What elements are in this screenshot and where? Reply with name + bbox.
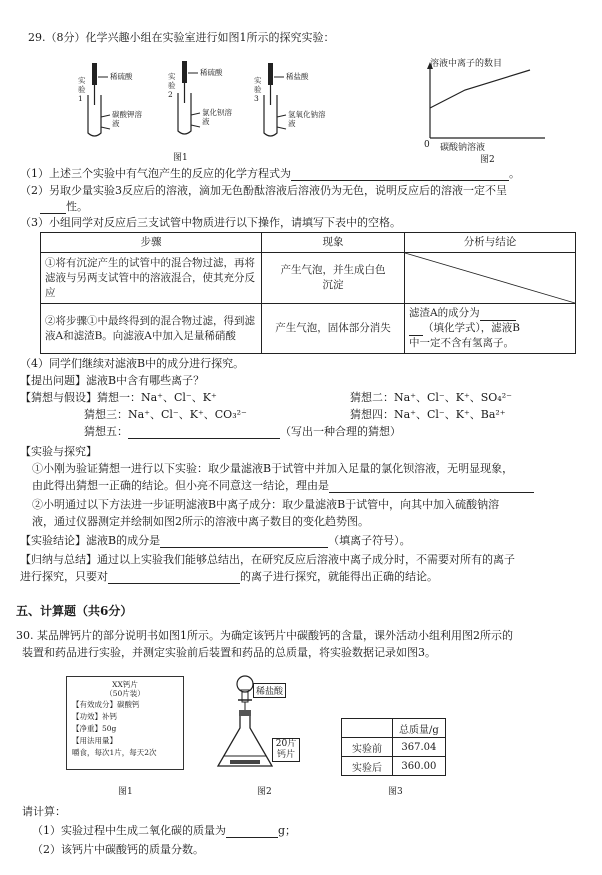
answer-blank-2[interactable] [40, 213, 66, 214]
q29-sub2-line1: （2）另取少量实验3反应后的溶液，滴加无色酚酞溶液后溶液仍为无色，说明反应后的溶液一定不呈 [20, 184, 507, 197]
tablet-function: 【功效】补钙 [72, 712, 117, 721]
exp3-solution-label: 氢氧化钠溶液 [288, 110, 326, 128]
experiment1-apparatus [88, 63, 110, 136]
answer-blank-4[interactable] [128, 438, 280, 439]
exp1-line2: 由此得出猜想一正确的结论。但小亮不同意这一结论，理由是 [32, 478, 534, 493]
experiment3-apparatus [264, 63, 286, 136]
q30-ask: 请计算： [22, 805, 66, 818]
mass-table-corner [342, 719, 393, 738]
exp2-solution-label: 氯化钡溶液 [202, 108, 232, 126]
q30-sub2: （2）该钙片中碳酸钙的质量分数。 [32, 843, 204, 856]
row2-conclusion: 滤渣A的成分为 （填化学式），滤液B 中一定不含有氢离子。 [405, 304, 576, 354]
exp-conclusion: 【实验结论】滤液B的成分是 （填离子符号）。 [20, 534, 411, 547]
ion-trend-line [430, 70, 530, 108]
before-label: 实验前 [342, 738, 393, 757]
hypothesis-row1: 【猜想与假设】猜想一：Na⁺、Cl⁻、K⁺ [20, 391, 217, 404]
q30-fig3-caption: 图3 [388, 787, 403, 797]
fig2-ylabel: 溶液中离子的数目 [430, 59, 503, 69]
q29-sub1: （1）上述三个实验中有气泡产生的反应的化学方程式为 。 [20, 167, 520, 180]
table-header-conclusion: 分析与结论 [405, 233, 576, 253]
mass-table-header: 总质量/g [393, 719, 446, 738]
guess-1: 猜想一：Na⁺、Cl⁻、K⁺ [97, 391, 217, 404]
q30-fig2-caption: 图2 [257, 787, 272, 797]
exp2-line1: ②小明通过以下方法进一步证明滤液B中离子成分：取少量滤液B于试管中，向其中加入硫酸钠溶 [32, 498, 500, 511]
answer-blank-3b[interactable] [409, 335, 423, 336]
tablet-ingredient: 【有效成分】碳酸钙 [72, 700, 140, 709]
exp-heading: 【实验与探究】 [20, 445, 97, 458]
exp1-reagent-label: 稀硫酸 [110, 72, 133, 81]
row2-step: ②将步骤①中最终得到的混合物过滤，得到滤液A和滤渣B。向滤液A中加入足量稀硝酸 [41, 304, 262, 354]
exp2-label: 实验2 [168, 72, 176, 99]
answer-blank-3[interactable] [480, 320, 516, 321]
q30-line2: 装置和药品进行实验，并测定实验前后装置和药品的总质量，将实验数据记录如图3。 [22, 646, 436, 659]
guess-4: 猜想四：Na⁺、Cl⁻、K⁺、Ba²⁺ [350, 408, 506, 421]
experiment2-apparatus [178, 61, 200, 134]
q29-sub3: （3）小组同学对反应后三支试管中物质进行以下操作，请填写下表中的空格。 [20, 216, 401, 229]
fig2-origin: 0 [424, 140, 430, 150]
row1-phenomenon: 产生气泡，并生成白色沉淀 [262, 253, 405, 304]
q29-fig1-caption: 图1 [173, 153, 188, 163]
tablet-name: XX钙片 [112, 680, 138, 689]
guess-5: 猜想五： （写出一种合理的猜想） [84, 425, 401, 438]
tablet-usage-heading: 【用法用量】 [72, 736, 117, 745]
after-label: 实验后 [342, 757, 393, 776]
q30-fig1-caption: 图1 [118, 787, 133, 797]
before-value: 367.04 [393, 738, 446, 757]
section5-title: 五、计算题（共6分） [16, 604, 133, 618]
question-heading: 【提出问题】滤液B中含有哪些离子？ [20, 374, 205, 387]
q29-sub2-line2: 性。 [40, 199, 88, 214]
answer-blank-5[interactable] [329, 492, 534, 493]
answer-blank-7[interactable] [108, 583, 240, 584]
q30-line1: 30. 某品牌钙片的部分说明书如图1所示。为确定该钙片中碳酸钙的含量，课外活动小组利用图2所示的 [16, 629, 513, 642]
answer-blank-8[interactable] [226, 837, 278, 838]
table-header-step: 步骤 [41, 233, 262, 253]
after-value: 360.00 [393, 757, 446, 776]
summary-line2: 进行探究，只要对 的离子进行探究，就能得出正确的结论。 [20, 570, 438, 583]
row2-phenomenon: 产生气泡，固体部分消失 [262, 304, 405, 354]
answer-blank-1[interactable] [291, 180, 509, 181]
exp3-reagent-label: 稀盐酸 [286, 72, 309, 81]
table-header-phenomenon: 现象 [262, 233, 405, 253]
q30-sub1: （1）实验过程中生成二氧化碳的质量为 g； [32, 824, 297, 837]
guess-3: 猜想三：Na⁺、Cl⁻、K⁺、CO₃²⁻ [84, 408, 247, 421]
q29-fig2-caption: 图2 [480, 155, 495, 165]
tablet-usage: 嚼食，每次1片，每天2次 [72, 748, 157, 757]
q29-operation-table [40, 232, 576, 354]
diagonal-slash [405, 253, 575, 303]
row1-conclusion-empty [405, 253, 576, 304]
exp2-line2: 液，通过仪器测定并绘制如图2所示的溶液中离子数目的变化趋势图。 [32, 515, 369, 528]
exp1-label: 实验1 [78, 76, 86, 103]
q29-title: 29.（8分）化学兴趣小组在实验室进行如图1所示的探究实验： [28, 31, 335, 44]
answer-blank-6[interactable] [160, 547, 328, 548]
tablets-label: 20片钙片 [272, 738, 300, 762]
exp2-reagent-label: 稀硫酸 [200, 68, 223, 77]
exp1-solution-label: 碳酸钾溶液 [112, 110, 142, 128]
acid-label: 稀盐酸 [253, 683, 286, 698]
conical-flask [218, 710, 272, 766]
tablet-weight: 【净重】50g [72, 724, 117, 733]
tablet-label-card [66, 676, 184, 770]
summary-line1: 【归纳与总结】通过以上实验我们能够总结出，在研究反应后溶液中离子成分时，不需要对所有的离子 [20, 553, 515, 566]
exp3-label: 实验3 [254, 76, 262, 103]
mass-table [341, 718, 446, 776]
exp1-line1: ①小刚为验证猜想一进行以下实验：取少量滤液B于试管中并加入足量的氯化钡溶液，无明显现象， [32, 462, 514, 475]
row1-step: ①将有沉淀产生的试管中的混合物过滤，再将滤液与另两支试管中的溶液混合，使其充分反应 [41, 253, 262, 304]
tablet-count: （50片装） [105, 689, 145, 698]
guess-2: 猜想二：Na⁺、Cl⁻、K⁺、SO₄²⁻ [350, 391, 512, 404]
fig2-xlabel: 碳酸钠溶液 [440, 143, 486, 153]
q29-figure2 [420, 60, 550, 145]
q29-sub4: （4）同学们继续对滤液B中的成分进行探究。 [20, 357, 245, 370]
